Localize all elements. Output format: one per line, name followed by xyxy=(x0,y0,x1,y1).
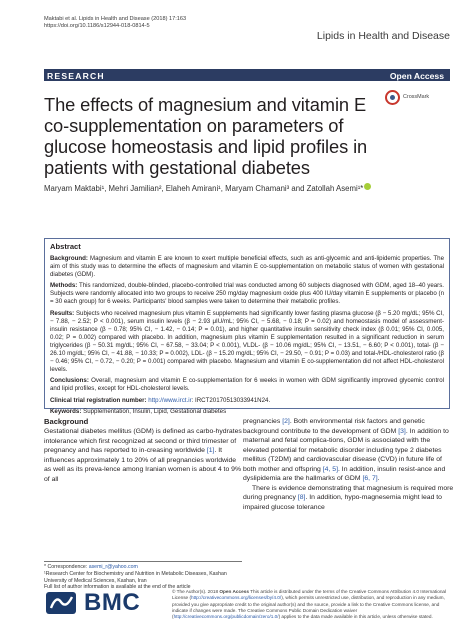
background-paragraph-left xyxy=(44,427,243,484)
abstract-conclusions-text: Overall, magnesium and vitamin E co-supplementation for 6 weeks in women with GDM significantly improved glycemic control and lipid profiles, except for HDL-cholesterol levels. xyxy=(50,377,444,393)
abstract-conclusions xyxy=(50,377,444,393)
correspondence-prefix: * Correspondence: xyxy=(44,564,89,570)
bg-left-text-1: Gestational diabetes mellitus (GDM) is defined as carbo-hydrates intolerance which first recognized at second or third trimester of pregnancy and has reported to in-creasing worldwide xyxy=(44,428,242,454)
bg-right-text-2: . Both environmental risk factors and genetic background contribute to the development of GDM xyxy=(243,418,425,435)
bg-right-text-5: . xyxy=(377,475,380,482)
bg-left-text-2: . It influences approximately 1 to 20% of all pregnancies worldwide as well as its preva-lence among Iranian women is about 4 to 9% of all xyxy=(44,447,242,483)
open-access-label: Open Access xyxy=(389,70,444,81)
body-column-left xyxy=(44,417,243,484)
citation-link[interactable]: [2] xyxy=(282,418,290,425)
abstract-methods-label: Methods: xyxy=(50,282,78,290)
correspondence-line xyxy=(44,564,242,571)
article-citation xyxy=(44,16,186,31)
trial-registration-label: Clinical trial registration number: xyxy=(50,396,147,404)
bg-right-text-6: There is evidence demonstrating that magnesium is required more during pregnancy xyxy=(243,484,454,501)
keywords-label: Keywords: xyxy=(50,407,82,415)
citation-link[interactable]: [3] xyxy=(398,427,406,435)
abstract-background-text: Magnesium and vitamin E are known to exert multiple beneficial effects, such as anti-glycemic and anti-lipidemic properties. The aim of this study was to determine the effects of magnesium and vitamin E co-supplementation on metabolic status of women with gestational diabetes (GDM). xyxy=(50,255,444,279)
citation-link[interactable]: [4, 5] xyxy=(322,465,338,473)
abstract-conclusions-label: Conclusions: xyxy=(50,377,89,385)
bg-right-text-1: pregnancies xyxy=(243,418,283,425)
crossmark-icon xyxy=(385,90,400,105)
article-type-label: RESEARCH xyxy=(47,70,105,81)
abstract-results xyxy=(50,310,444,375)
citation-link[interactable]: [6, 7] xyxy=(362,475,378,482)
license-text-4: ) applies to the data made available in this article, unless otherwise stated. xyxy=(278,614,433,620)
citation-link[interactable]: [1] xyxy=(206,447,215,454)
article-type-band xyxy=(44,69,450,81)
citation-link[interactable]: [8] xyxy=(297,494,306,501)
background-paragraph-right-2 xyxy=(243,484,454,513)
bg-right-text-7: . In addition, hypo-magnesemia might lead to impaired glucose tolerance xyxy=(243,494,442,511)
bg-right-text-3: . In addition to maternal and fetal complica-tions, GDM is associated with the elevated potential for metabolic disorder including type 2 diabetes mellitus (T2DM) and cardiovascular disease (CVD) in future life of both mother and offspring xyxy=(243,427,449,473)
author-info-note: Full list of author information is available at the end of the article xyxy=(44,584,191,591)
license-statement xyxy=(172,589,454,620)
license-text-1: © The Author(s). 2018 xyxy=(172,589,220,594)
abstract-background-label: Background: xyxy=(50,255,88,262)
background-paragraph-right xyxy=(243,417,454,484)
journal-name: Lipids in Health and Disease xyxy=(316,30,450,42)
doi-link[interactable]: https://doi.org/10.1186/s12944-018-0814-5 xyxy=(44,23,150,30)
abstract-methods xyxy=(50,282,444,306)
bmc-logo-text: BMC xyxy=(84,589,141,616)
crossmark-label: CrossMark xyxy=(403,94,430,100)
article-title: The effects of magnesium and vitamin E co-supplementation on parameters of glucose homeostasis and lipid profiles in patients with gestational diabetes xyxy=(44,94,368,178)
license-link-cc0[interactable]: http://creativecommons.org/publicdomain/zero/1.0/ xyxy=(173,614,279,620)
author-list xyxy=(44,183,454,194)
citation-line: Maktabi et al. Lipids in Health and Disease (2018) 17:163 xyxy=(44,16,187,22)
abstract-results-text: Subjects who received magnesium plus vitamin E supplements had significantly lower fasting plasma glucose (β − 5.20 mg/dL; 95% CI, − 7.88, − 2.52; P < 0.001), serum insulin levels (β − 2.93 μIU/mL; 95% CI, − 5.68, − 0.18; P = 0.02) and homeostasis model of assessment-insulin resistance (β − 0.78; 95% CI, − 1.42, − 0.14; P = 0.01), and higher quantitative insulin sensitivity check index (β 0.01; 95% CI, 0.005, 0.02; P = 0.002) compared with placebo. In addition, magnesium plus vitamin E supplementation resulted in a significant reduction in serum triglycerides (β − 50.31 mg/dL; 95% CI, − 67.58, − 33.04; P < 0.001), VLDL- (β − 10.06 mg/dL; 95% CI, − 13.51, − 6.60; P < 0.001), total- (β − 26.10 mg/dL; 95% CI, − 41.88, − 10.33; P = 0.002), LDL- (β − 15.20 mg/dL; 95% CI, − 29.50, − 0.91; P = 0.03) and total-/HDL-cholesterol ratio (β − 0.46; 95% CI, − 0.72, − 0.20; P = 0.001) compared with placebo. Magnesium and vitamin E co-supplementation did not affect HDL-cholesterol levels. xyxy=(50,309,444,374)
license-text-3: ), which permits unrestricted use, distribution, and reproduction in any medium, provided you give appropriate credit to the original author(s) and the source, provide a link to the Creative Commons license, and indicate if changes were made. The Creative Commons Public Domain Dedication waiver ( xyxy=(172,595,445,620)
orcid-icon[interactable] xyxy=(364,183,371,190)
abstract-methods-text: This randomized, double-blinded, placebo-controlled trial was conducted among 60 subjects diagnosed with GDM, aged 18–40 years. Subjects were randomly allocated into two groups to receive 250 mg/day magnesium oxide plus 400 IU/day vitamin E supplements or placebo (n = 30 each group) for 6 weeks. Participants' blood samples were taken to determine their metabolic profiles. xyxy=(50,282,444,306)
body-column-right xyxy=(243,417,454,512)
abstract-trial-registration xyxy=(50,397,444,405)
keywords-text: Supplementation, Insulin, Lipid, Gestational diabetes xyxy=(81,407,227,415)
abstract-background xyxy=(50,255,444,279)
trial-registry-link[interactable]: http://www.irct.ir xyxy=(148,396,192,404)
abstract-heading: Abstract xyxy=(50,242,81,251)
bg-right-text-4: . In addition, insulin resist-ance and dyslipidemia are the hallmarks of GDM xyxy=(243,465,446,482)
license-text-2: This article is distributed under the terms of the Creative Commons Attribution 4.0 International License ( xyxy=(172,589,447,601)
correspondence-footnote xyxy=(44,561,242,591)
abstract-box xyxy=(44,238,450,415)
correspondence-email[interactable]: asemi_r@yahoo.com xyxy=(88,564,138,570)
trial-registration-number: : IRCT20170513033941N24. xyxy=(191,396,271,404)
affiliation-text: ¹Research Center for Biochemistry and Nutrition in Metabolic Diseases, Kashan University of Medical Sciences, Kashan, Iran xyxy=(44,570,227,584)
abstract-keywords xyxy=(50,408,444,416)
background-heading: Background xyxy=(44,417,89,426)
license-open-access: Open Access xyxy=(219,589,249,594)
bmc-logo[interactable] xyxy=(44,589,162,617)
abstract-results-label: Results: xyxy=(50,309,75,317)
license-link-cc-by[interactable]: http://creativecommons.org/licenses/by/4.0/ xyxy=(191,595,282,601)
authors-text: Maryam Maktabi¹, Mehri Jamilian², Elaheh Amirani¹, Maryam Chamani³ and Zatollah Asemi¹* xyxy=(44,184,364,193)
bmc-logo-icon xyxy=(44,589,80,617)
crossmark-badge[interactable] xyxy=(385,88,443,108)
